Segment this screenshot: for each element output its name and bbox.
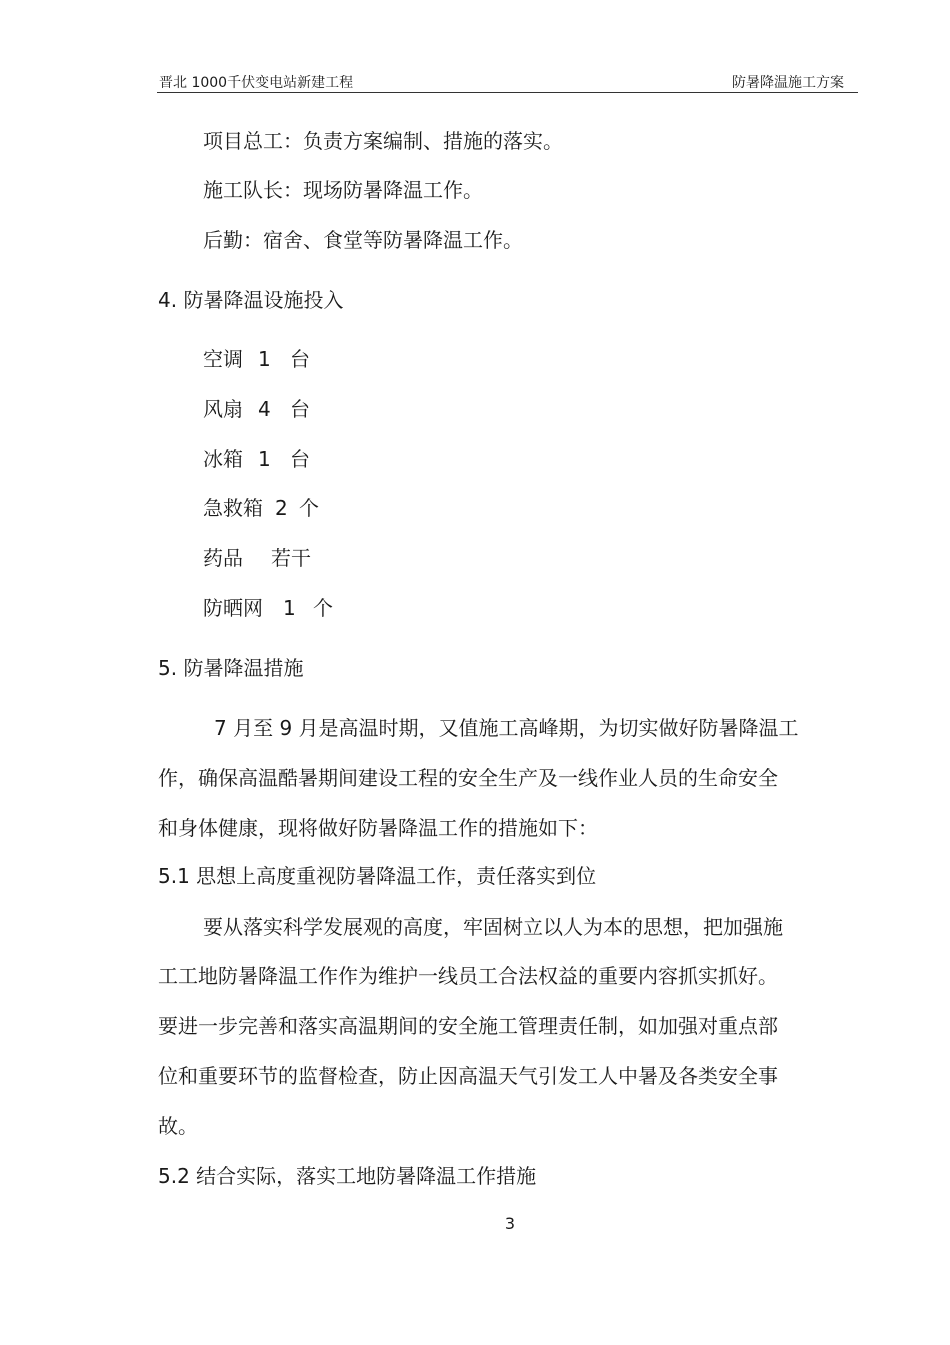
equipment-item	[203, 495, 319, 521]
paragraph-line: 位和重要环节的监督检查，防止因高温天气引发工人中暑及各类安全事	[158, 1064, 778, 1088]
equipment-quantity: 1	[258, 447, 271, 471]
equipment-unit: 若干	[271, 546, 311, 570]
section-5-1-heading: 5.1 思想上高度重视防暑降温工作，责任落实到位	[158, 864, 597, 888]
section-4-heading: 4. 防暑降温设施投入	[158, 288, 344, 312]
paragraph-line: 工工地防暑降温工作作为维护一线员工合法权益的重要内容抓实抓好。	[158, 964, 778, 988]
paragraph-line: 和身体健康，现将做好防暑降温工作的措施如下：	[158, 816, 598, 840]
paragraph-line: 故。	[158, 1114, 198, 1138]
equipment-item	[203, 346, 310, 372]
equipment-unit: 台	[290, 397, 310, 421]
equipment-unit: 台	[290, 447, 310, 471]
duty-line: 后勤：宿舍、食堂等防暑降温工作。	[203, 228, 523, 252]
equipment-item	[203, 396, 310, 422]
page-header	[157, 66, 858, 93]
equipment-unit: 个	[299, 496, 319, 520]
equipment-quantity: 1	[258, 347, 271, 371]
equipment-name: 空调	[203, 347, 243, 371]
header-document-title: 防暑降温施工方案	[732, 75, 844, 91]
paragraph-line: 要进一步完善和落实高温期间的安全施工管理责任制，如加强对重点部	[158, 1014, 778, 1038]
equipment-quantity: 4	[258, 397, 271, 421]
page-number: 3	[504, 1214, 516, 1233]
header-project-title: 晋北 1000千伏变电站新建工程	[159, 75, 354, 91]
equipment-quantity: 2	[275, 496, 288, 520]
equipment-name: 风扇	[203, 397, 243, 421]
paragraph-line: 作，确保高温酷暑期间建设工程的安全生产及一线作业人员的生命安全	[158, 766, 778, 790]
section-5-heading: 5. 防暑降温措施	[158, 656, 304, 680]
section-5-2-heading: 5.2 结合实际，落实工地防暑降温工作措施	[158, 1164, 537, 1188]
equipment-name: 防晒网	[203, 596, 263, 620]
duty-line: 施工队长：现场防暑降温工作。	[203, 178, 483, 202]
equipment-unit: 台	[290, 347, 310, 371]
equipment-name: 冰箱	[203, 447, 243, 471]
paragraph-line: 7 月至 9 月是高温时期，又值施工高峰期，为切实做好防暑降温工	[214, 716, 799, 740]
duty-line: 项目总工：负责方案编制、措施的落实。	[203, 129, 563, 153]
equipment-item	[203, 595, 333, 621]
equipment-item	[203, 545, 311, 571]
equipment-quantity: 1	[283, 596, 296, 620]
equipment-name: 急救箱	[203, 496, 263, 520]
equipment-unit: 个	[313, 596, 333, 620]
equipment-name: 药品	[203, 546, 243, 570]
paragraph-line: 要从落实科学发展观的高度，牢固树立以人为本的思想，把加强施	[203, 915, 783, 939]
equipment-item	[203, 446, 310, 472]
